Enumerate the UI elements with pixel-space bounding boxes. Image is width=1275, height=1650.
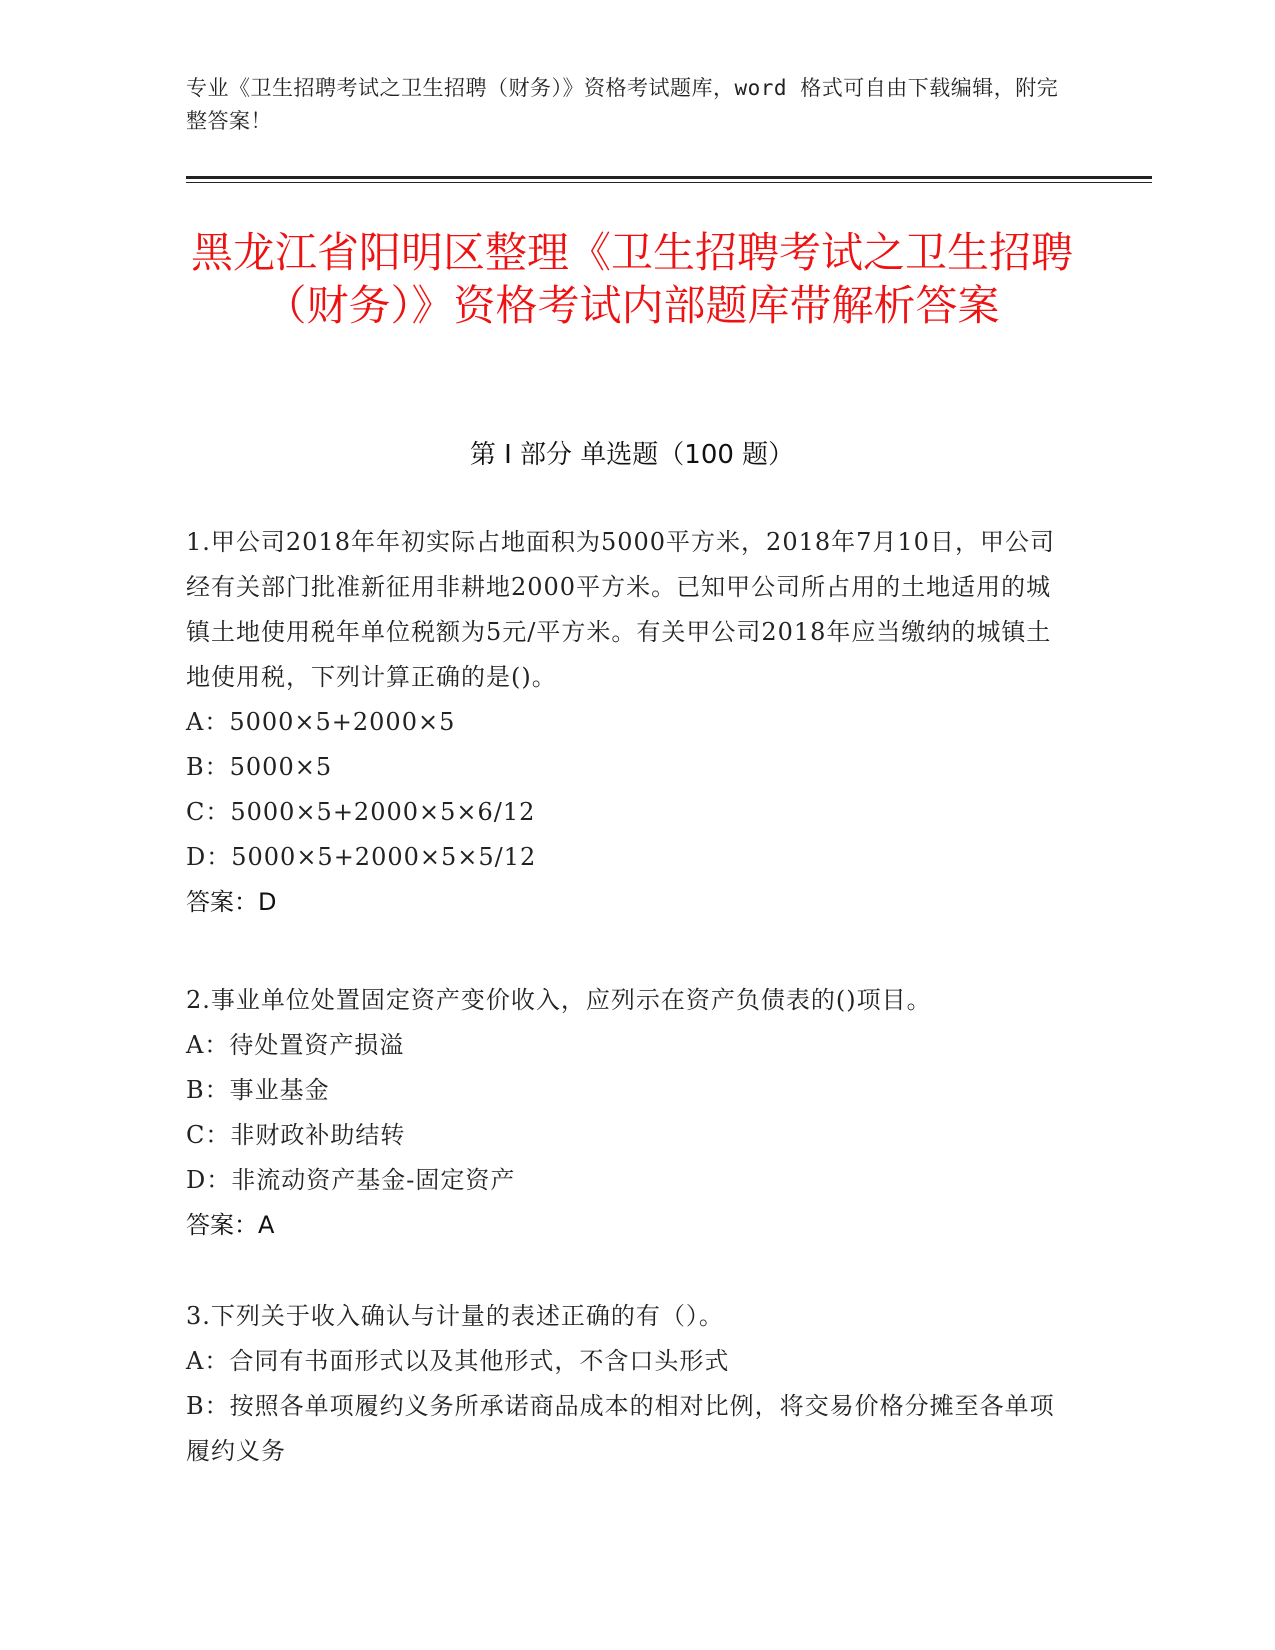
option-b: B：按照各单项履约义务所承诺商品成本的相对比例，将交易价格分摊至各单项履约义务 (186, 1392, 1055, 1465)
question-3 (186, 1294, 1070, 1474)
option-c: C：非财政补助结转 (186, 1121, 406, 1149)
header-note: 专业《卫生招聘考试之卫生招聘（财务）》资格考试题库，word 格式可自由下载编辑，附完整答案！ (186, 76, 1059, 133)
option-a: A：待处置资产损溢 (186, 1031, 405, 1059)
option-a: A：5000×5+2000×5 (186, 708, 456, 736)
question-stem: 2.事业单位处置固定资产变价收入，应列示在资产负债表的()项目。 (186, 986, 932, 1014)
question-2 (186, 978, 1070, 1248)
option-b: B：事业基金 (186, 1076, 330, 1104)
question-1 (186, 520, 1070, 925)
document-title: 黑龙江省阳明区整理《卫生招聘考试之卫生招聘（财务）》资格考试内部题库带解析答案 (190, 228, 1073, 330)
option-d: D：5000×5+2000×5×5/12 (186, 843, 537, 871)
option-b: B：5000×5 (186, 753, 333, 781)
header-divider-thick (186, 176, 1152, 179)
header-divider-thin (186, 182, 1152, 183)
answer: 答案：D (186, 888, 277, 916)
option-a: A：合同有书面形式以及其他形式，不含口头形式 (186, 1347, 730, 1375)
answer: 答案：A (186, 1211, 275, 1239)
question-stem: 1.甲公司2018年年初实际占地面积为5000平方米，2018年7月10日，甲公司经有关部门批准新征用非耕地2000平方米。已知甲公司所占用的土地适用的城镇土地使用税年单位税额为5元/平方米。有关甲公司2018年应当缴纳的城镇土地使用税，下列计算正确的是()。 (186, 528, 1055, 691)
question-stem: 3.下列关于收入确认与计量的表述正确的有（）。 (186, 1302, 724, 1330)
section-title: 第 I 部分 单选题（100 题） (469, 440, 795, 470)
option-d: D：非流动资产基金-固定资产 (186, 1166, 516, 1194)
option-c: C：5000×5+2000×5×6/12 (186, 798, 536, 826)
